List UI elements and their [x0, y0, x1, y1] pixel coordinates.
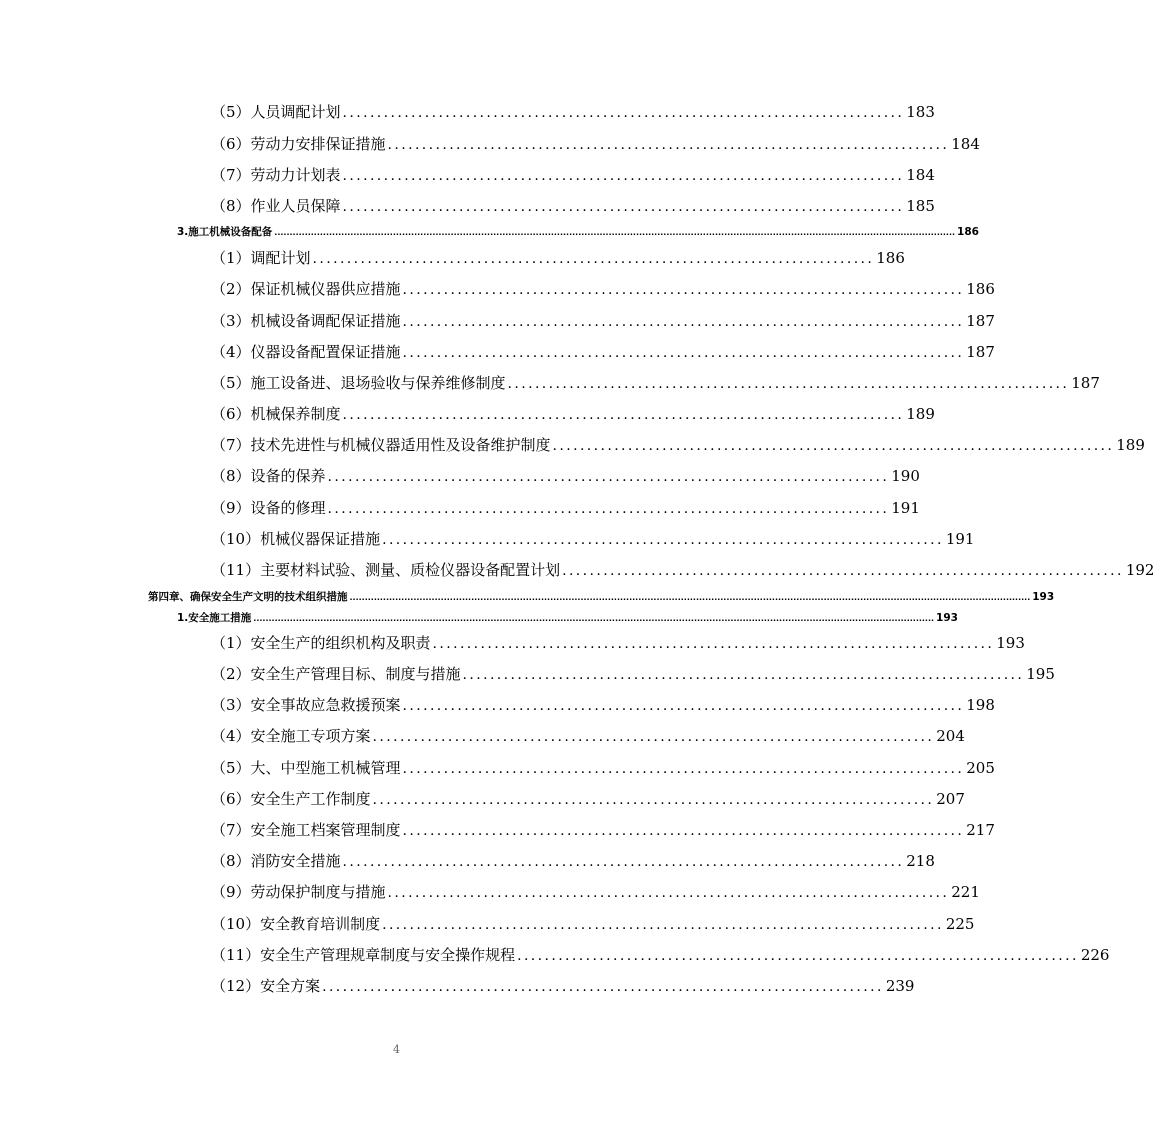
toc-entry-page: 187 — [1071, 374, 1100, 392]
toc-entry-title: （6）机械保养制度 — [211, 405, 341, 423]
dot-leader: .................................................................................. — [402, 761, 965, 777]
toc-entry-title: （7）技术先进性与机械仪器适用性及设备维护制度 — [211, 436, 551, 454]
toc-section-entry[interactable] — [177, 224, 979, 239]
toc-entry-page: 207 — [936, 790, 965, 808]
dot-leader: .................................................................................. — [342, 199, 905, 215]
toc-entry-page: 198 — [966, 696, 995, 714]
dot-leader: .................................................................................. — [372, 792, 935, 808]
toc-section-entry[interactable] — [177, 610, 958, 625]
toc-entry[interactable] — [211, 278, 995, 299]
toc-entry-page: 221 — [951, 883, 980, 901]
dot-leader: .................................................................................. — [342, 168, 905, 184]
toc-entry-title: （10）安全教育培训制度 — [211, 915, 381, 933]
toc-entry-title: （2）保证机械仪器供应措施 — [211, 280, 401, 298]
dot-leader: .................................................................................. — [507, 376, 1070, 392]
toc-entry-title: 1.安全施工措施 — [177, 612, 252, 624]
toc-entry[interactable] — [211, 247, 905, 268]
toc-entry-title: （4）安全施工专项方案 — [211, 727, 371, 745]
toc-entry-title: 3.施工机械设备配备 — [177, 226, 273, 238]
toc-entry[interactable] — [211, 694, 995, 715]
toc-entry-title: （5）人员调配计划 — [211, 103, 341, 121]
dot-leader: .................................................................................. — [322, 979, 884, 995]
page-number: 4 — [393, 1043, 400, 1056]
dot-leader: .................................................................................. — [462, 667, 1025, 683]
toc-entry-page: 204 — [936, 727, 965, 745]
toc-entry-title: 第四章、确保安全生产文明的技术组织措施 — [148, 591, 348, 603]
toc-entry[interactable] — [211, 133, 980, 154]
toc-entry-title: （8）消防安全措施 — [211, 852, 341, 870]
toc-entry[interactable] — [211, 663, 1055, 684]
toc-entry-title: （5）大、中型施工机械管理 — [211, 759, 401, 777]
toc-entry-title: （1）调配计划 — [211, 249, 311, 267]
toc-entry[interactable] — [211, 913, 975, 934]
dot-leader: .................................................................................. — [382, 532, 944, 548]
toc-entry-page: 190 — [891, 467, 920, 485]
toc-entry-page: 187 — [966, 312, 995, 330]
toc-entry-page: 193 — [996, 634, 1025, 652]
toc-entry-title: （6）劳动力安排保证措施 — [211, 135, 386, 153]
dot-leader: .................................................................................. — [552, 438, 1115, 454]
dot-leader: ................................................................................................................................................................................................................................ — [349, 593, 1031, 602]
toc-entry-title: （1）安全生产的组织机构及职责 — [211, 634, 431, 652]
dot-leader: .................................................................................. — [517, 948, 1079, 964]
toc-entry-title: （9）设备的修理 — [211, 499, 326, 517]
toc-entry-page: 191 — [945, 530, 975, 548]
toc-entry-page: 189 — [1116, 436, 1145, 454]
toc-entry-page: 186 — [957, 226, 979, 238]
toc-entry-page: 183 — [906, 103, 935, 121]
dot-leader: .................................................................................. — [312, 251, 875, 267]
dot-leader: .................................................................................. — [372, 729, 935, 745]
toc-entry-title: （11）主要材料试验、测量、质检仪器设备配置计划 — [211, 561, 561, 579]
toc-entry[interactable] — [211, 559, 1154, 580]
toc-entry[interactable] — [211, 434, 1145, 455]
toc-entry[interactable] — [211, 528, 975, 549]
toc-entry-page: 218 — [906, 852, 935, 870]
toc-entry-title: （10）机械仪器保证措施 — [211, 530, 381, 548]
dot-leader: .................................................................................. — [342, 407, 905, 423]
toc-entry-title: （8）作业人员保障 — [211, 197, 341, 215]
toc-entry-page: 193 — [1032, 591, 1055, 603]
dot-leader: .................................................................................. — [327, 501, 890, 517]
toc-entry[interactable] — [211, 465, 920, 486]
toc-entry-title: （9）劳动保护制度与措施 — [211, 883, 386, 901]
toc-entry-title: （5）施工设备进、退场验收与保养维修制度 — [211, 374, 506, 392]
toc-entry[interactable] — [211, 881, 980, 902]
toc-entry-title: （11）安全生产管理规章制度与安全操作规程 — [211, 946, 516, 964]
toc-entry-page: 205 — [966, 759, 995, 777]
toc-entry-title: （7）安全施工档案管理制度 — [211, 821, 401, 839]
dot-leader: .................................................................................. — [402, 698, 965, 714]
toc-entry-page: 191 — [891, 499, 920, 517]
toc-entry-page: 226 — [1080, 946, 1110, 964]
toc-entry[interactable] — [211, 632, 1025, 653]
toc-entry-title: （4）仪器设备配置保证措施 — [211, 343, 401, 361]
toc-entry[interactable] — [211, 101, 935, 122]
dot-leader: .................................................................................. — [327, 469, 890, 485]
toc-entry-page: 185 — [906, 197, 935, 215]
toc-entry[interactable] — [211, 497, 920, 518]
dot-leader: .................................................................................. — [342, 854, 905, 870]
toc-entry-page: 192 — [1125, 561, 1154, 579]
toc-entry[interactable] — [211, 403, 935, 424]
toc-entry-title: （2）安全生产管理目标、制度与措施 — [211, 665, 461, 683]
dot-leader: .................................................................................. — [562, 563, 1124, 579]
toc-entry-title: （8）设备的保养 — [211, 467, 326, 485]
toc-entry-title: （12）安全方案 — [211, 977, 321, 995]
dot-leader: .................................................................................. — [387, 137, 950, 153]
dot-leader: .................................................................................. — [402, 314, 965, 330]
dot-leader: .................................................................................. — [342, 105, 905, 121]
toc-entry[interactable] — [211, 757, 995, 778]
toc-entry[interactable] — [211, 975, 915, 996]
toc-entry[interactable] — [211, 310, 995, 331]
toc-entry[interactable] — [211, 819, 995, 840]
toc-entry[interactable] — [211, 788, 965, 809]
toc-entry-title: （3）安全事故应急救援预案 — [211, 696, 401, 714]
toc-entry[interactable] — [211, 725, 965, 746]
toc-entry-page: 195 — [1026, 665, 1055, 683]
dot-leader: .................................................................................. — [402, 345, 965, 361]
toc-entry-title: （3）机械设备调配保证措施 — [211, 312, 401, 330]
dot-leader: ................................................................................................................................................................................................................................ — [253, 614, 935, 623]
toc-entry-title: （7）劳动力计划表 — [211, 166, 341, 184]
toc-entry-page: 217 — [966, 821, 995, 839]
toc-chapter-entry[interactable] — [148, 589, 1055, 604]
toc-entry-page: 189 — [906, 405, 935, 423]
toc-entry-page: 193 — [936, 612, 958, 624]
toc-entry-page: 186 — [966, 280, 995, 298]
toc-entry-page: 187 — [966, 343, 995, 361]
dot-leader: .................................................................................. — [387, 885, 950, 901]
toc-entry[interactable] — [211, 164, 935, 185]
toc-entry[interactable] — [211, 372, 1100, 393]
dot-leader: .................................................................................. — [402, 823, 965, 839]
toc-entry-page: 225 — [945, 915, 975, 933]
toc-entry[interactable] — [211, 341, 995, 362]
toc-entry-page: 184 — [951, 135, 980, 153]
toc-entry[interactable] — [211, 944, 1110, 965]
dot-leader: .................................................................................. — [402, 282, 965, 298]
dot-leader: ................................................................................................................................................................................................................................ — [274, 228, 956, 237]
dot-leader: .................................................................................. — [432, 636, 995, 652]
toc-entry-page: 184 — [906, 166, 935, 184]
toc-entry[interactable] — [211, 850, 935, 871]
toc-entry-title: （6）安全生产工作制度 — [211, 790, 371, 808]
toc-entry-page: 239 — [885, 977, 915, 995]
toc-entry-page: 186 — [876, 249, 905, 267]
toc-entry[interactable] — [211, 195, 935, 216]
dot-leader: .................................................................................. — [382, 917, 944, 933]
